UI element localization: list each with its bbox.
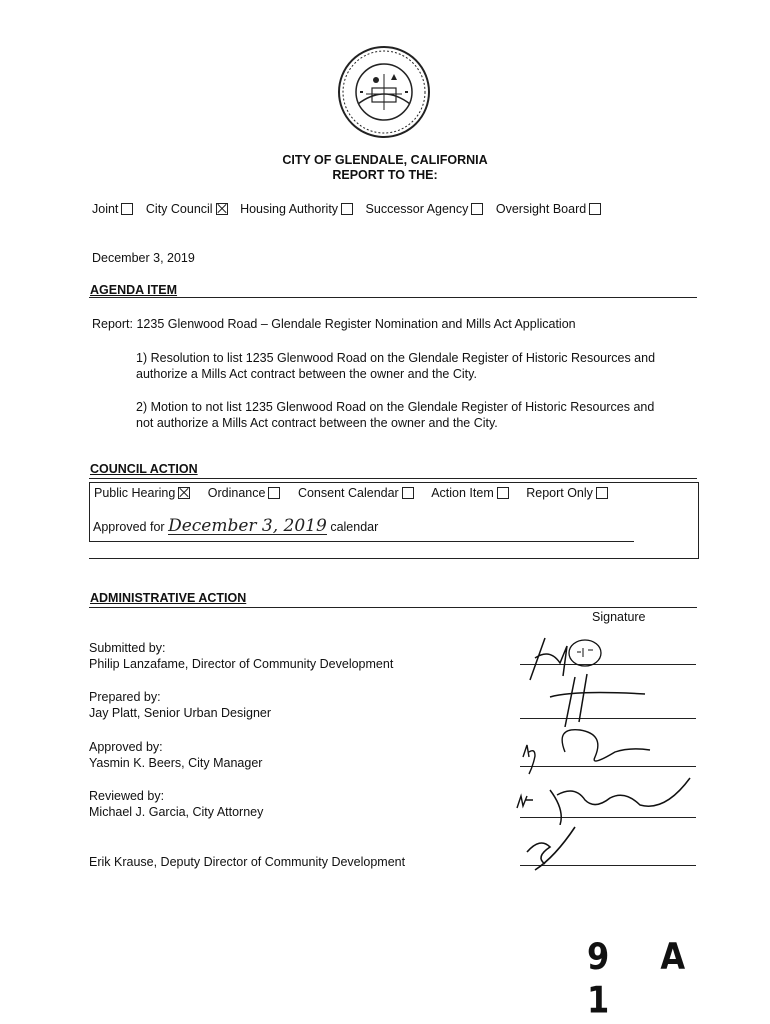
checkbox-report-only[interactable] xyxy=(596,487,608,499)
recipient-successor-agency[interactable]: Successor Agency xyxy=(366,202,484,216)
option-report-only[interactable]: Report Only xyxy=(526,486,608,500)
council-box-left-edge xyxy=(89,482,90,542)
report-to-heading: REPORT TO THE: xyxy=(332,168,438,182)
recipient-checkboxes xyxy=(92,202,610,216)
agenda-option-1: 1) Resolution to list 1235 Glenwood Road on the Glendale Register of Historic Resources and authorize a Mills Act contract between the owner and the City. xyxy=(136,351,656,381)
option-public-hearing[interactable]: Public Hearing xyxy=(94,486,190,500)
signature-krause xyxy=(505,822,705,877)
prepared-by: Prepared by: Jay Platt, Senior Urban Designer xyxy=(89,690,272,720)
agenda-option-2: 2) Motion to not list 1235 Glenwood Road on the Glendale Register of Historic Resources and not authorize a Mills Act contract between the owner and the City. xyxy=(136,400,655,430)
checkbox-oversight-board[interactable] xyxy=(589,203,601,215)
recipient-housing-authority[interactable]: Housing Authority xyxy=(240,202,353,216)
admin-divider xyxy=(89,607,697,608)
checkbox-public-hearing[interactable] xyxy=(178,487,190,499)
checkbox-successor-agency[interactable] xyxy=(471,203,483,215)
signature-garcia xyxy=(505,770,705,825)
checkbox-city-council[interactable] xyxy=(216,203,228,215)
checkbox-joint[interactable] xyxy=(121,203,133,215)
administrative-action-heading: ADMINISTRATIVE ACTION xyxy=(90,591,247,605)
city-name: CITY OF GLENDALE, CALIFORNIA xyxy=(282,153,488,167)
agenda-item-heading: AGENDA ITEM xyxy=(90,283,178,297)
council-divider xyxy=(89,478,697,479)
approved-date-handwritten[interactable]: December 3, 2019 xyxy=(168,516,327,536)
reviewed-by: Reviewed by: Michael J. Garcia, City Attorney xyxy=(89,789,264,819)
council-action-options xyxy=(94,486,622,500)
option-action-item[interactable]: Action Item xyxy=(431,486,509,500)
city-seal-icon xyxy=(336,44,432,140)
checkbox-action-item[interactable] xyxy=(497,487,509,499)
report-date: December 3, 2019 xyxy=(92,251,195,265)
page-number: 9 A 1 xyxy=(587,934,706,1022)
signature-beers xyxy=(505,722,705,777)
council-action-heading: COUNCIL ACTION xyxy=(90,462,198,476)
signature-label: Signature xyxy=(592,610,646,624)
signature-platt xyxy=(505,672,705,727)
approved-underline xyxy=(89,541,634,542)
checkbox-ordinance[interactable] xyxy=(268,487,280,499)
recipient-city-council[interactable]: City Council xyxy=(146,202,228,216)
report-title: Report: 1235 Glenwood Road – Glendale Register Nomination and Mills Act Application xyxy=(92,317,576,331)
option-ordinance[interactable]: Ordinance xyxy=(208,486,281,500)
submitted-by: Submitted by: Philip Lanzafame, Director of Community Development xyxy=(89,641,394,671)
checkbox-consent-calendar[interactable] xyxy=(402,487,414,499)
approved-by: Approved by: Yasmin K. Beers, City Manager xyxy=(89,740,263,770)
approved-for-line: Approved for December 3, 2019 calendar xyxy=(93,516,379,536)
recipient-joint[interactable]: Joint xyxy=(92,202,133,216)
agenda-divider xyxy=(89,297,697,298)
box-bottom-segment xyxy=(648,558,699,559)
deputy-director: Erik Krause, Deputy Director of Community Development xyxy=(89,855,406,869)
option-consent-calendar[interactable]: Consent Calendar xyxy=(298,486,414,500)
checkbox-housing-authority[interactable] xyxy=(341,203,353,215)
recipient-oversight-board[interactable]: Oversight Board xyxy=(496,202,601,216)
